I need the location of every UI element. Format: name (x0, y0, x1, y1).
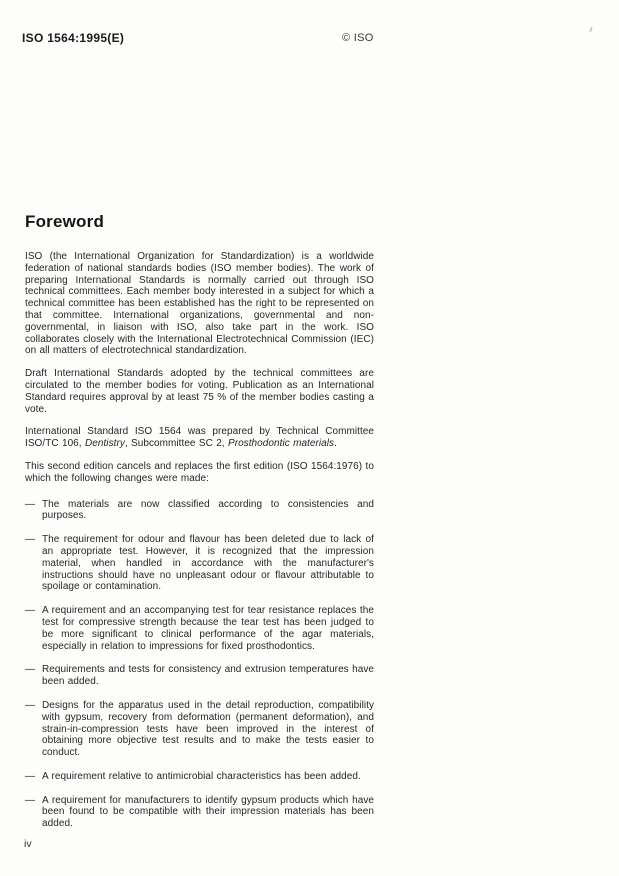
change-item (25, 534, 374, 593)
doc-number: ISO 1564:1995(E) (22, 31, 125, 45)
prepared-end-text: . (334, 438, 337, 450)
dash-marker: — (25, 770, 35, 782)
change-item (25, 700, 374, 759)
prepared-mid-text: , Subcommittee SC 2, (124, 438, 228, 450)
committee-name: Dentistry (84, 438, 125, 450)
change-text: The requirement for odour and flavour has been deleted due to lack of an appropriate test. However, it is recognized that the impression material, when handled in accordance with the manufacturer's instructions should have no unpleasant odour or flavour attributable to spoilage or contamination. (42, 534, 374, 593)
change-text: A requirement relative to antimicrobial characteristics has been added. (42, 770, 361, 782)
foreword-section (25, 212, 374, 842)
dash-marker: — (25, 498, 35, 510)
change-item (25, 795, 374, 830)
paragraph-draft-standards: Draft International Standards adopted by the technical committees are circulated to the member bodies for voting. Publication as an International Standard requires approval by at least 75 % of the member bodies casting a vote. (25, 368, 374, 415)
dash-marker: — (25, 605, 35, 617)
dash-marker: — (25, 664, 35, 676)
copyright-notice: © ISO (342, 32, 374, 44)
dash-marker: — (25, 534, 35, 546)
change-text: Designs for the apparatus used in the detail reproduction, compatibility with gypsum, recovery from deformation (permanent deformation), and strain-in-compression tests have been improved in the interest of obtaining more objective test results and to make the tests easier to conduct. (42, 699, 374, 759)
page-number: iv (24, 838, 32, 850)
paragraph-prepared-by (25, 426, 374, 450)
change-text: A requirement for manufacturers to identify gypsum products which have been found to be compatible with their impression materials has been added. (42, 794, 374, 830)
change-item (25, 605, 374, 652)
prepared-lead-text: International Standard ISO 1564 was prepared by Technical Committee ISO/TC 106, (25, 426, 374, 450)
change-text: Requirements and tests for consistency and extrusion temperatures have been added. (42, 664, 374, 688)
dash-marker: — (25, 699, 35, 711)
dash-marker: — (25, 794, 35, 806)
change-text: A requirement and an accompanying test for tear resistance replaces the test for compressive strength because the tear test has been judged to be more significant to clinical performance of the agar materials, especially in relation to impressions for fixed prosthodontics. (42, 605, 374, 652)
change-item (25, 664, 374, 688)
changes-list (25, 499, 374, 831)
paragraph-iso-description: ISO (the International Organization for Standardization) is a worldwide federation of national standards bodies (ISO member bodies). The work of preparing International Standards is normally carried out through ISO technical committees. Each member body interested in a subject for which a technical committee has been established has the right to be represented on that committee. International organizations, governmental and non-governmental, in liaison with ISO, also take part in the work. ISO collaborates closely with the International Electrotechnical Commission (IEC) on all matters of electrotechnical standardization. (25, 251, 374, 357)
scan-artifact (589, 27, 592, 32)
foreword-heading: Foreword (25, 212, 105, 231)
subcommittee-name: Prosthodontic materials (227, 438, 335, 450)
paragraph-second-edition: This second edition cancels and replaces the first edition (ISO 1564:1976) to which the following changes were made: (25, 460, 374, 484)
change-item (25, 771, 374, 783)
change-text: The materials are now classified according to consistencies and purposes. (42, 498, 374, 522)
change-item (25, 499, 374, 523)
